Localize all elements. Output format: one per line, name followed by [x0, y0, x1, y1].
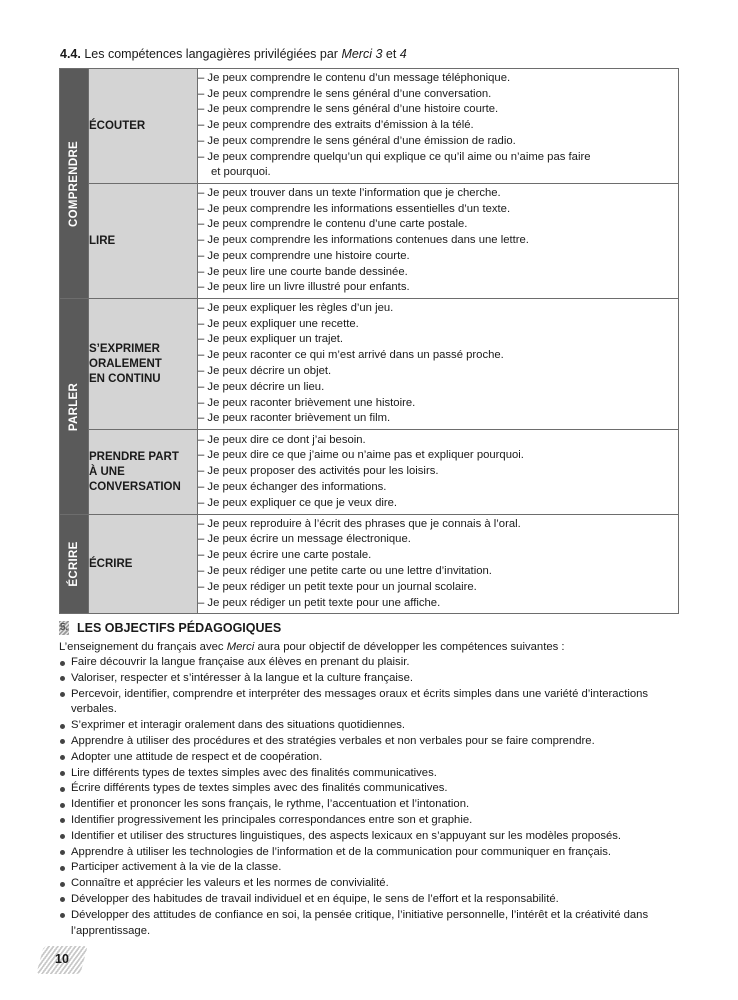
skill-label: ÉCOUTER — [89, 119, 146, 132]
skill-cell — [89, 184, 198, 299]
skill-cell — [89, 515, 198, 614]
section-number: 4.4. — [60, 47, 81, 61]
list-item: Apprendre à utiliser les technologies de l’information et de la communication pour communiquer en français. — [59, 845, 684, 861]
objectives-intro — [59, 639, 684, 655]
list-item: – Je peux expliquer un trajet. — [198, 333, 344, 346]
category-label: ÉCRIRE — [68, 541, 80, 587]
table-row — [60, 299, 679, 430]
objectives-title: LES OBJECTIFS PÉDAGOGIQUES — [77, 621, 282, 635]
section-title-book: Merci 3 — [341, 47, 383, 61]
skill-cell — [89, 299, 198, 430]
list-item: – Je peux raconter ce qui m’est arrivé dans un passé proche. — [198, 349, 504, 362]
skill-items — [198, 515, 679, 614]
list-item: Identifier et utiliser des structures linguistiques, des aspects lexicaux en s’appuyant sur les modèles proposés. — [59, 829, 684, 845]
list-item: – Je peux comprendre les informations essentielles d’un texte. — [198, 202, 511, 215]
list-item: – Je peux décrire un lieu. — [198, 380, 325, 393]
list-item: – Je peux comprendre quelqu’un qui explique ce qu’il aime ou n’aime pas faire — [198, 150, 591, 163]
objectives-section — [59, 619, 684, 939]
list-item: – Je peux lire un livre illustré pour enfants. — [198, 281, 410, 294]
section-title-conj: et — [382, 47, 400, 61]
intro-text: L’enseignement du français avec — [59, 641, 227, 653]
category-label: COMPRENDRE — [68, 140, 80, 227]
list-item: Développer des attitudes de confiance en soi, la pensée critique, l’initiative personnelle, l’intérêt et la créativité dans l’apprentissage. — [59, 908, 684, 940]
list-item: – Je peux raconter brièvement une histoire. — [198, 396, 416, 409]
list-item: Lire différents types de textes simples avec des finalités communicatives. — [59, 766, 684, 782]
category-cell — [60, 299, 89, 515]
list-item: – Je peux expliquer ce que je veux dire. — [198, 496, 398, 509]
table-row — [60, 515, 679, 614]
list-item: – Je peux comprendre des extraits d’émission à la télé. — [198, 119, 474, 132]
skill-label: S’EXPRIMER — [89, 342, 160, 355]
list-item: Faire découvrir la langue française aux élèves en prenant du plaisir. — [59, 655, 684, 671]
list-item: Percevoir, identifier, comprendre et interpréter des messages oraux et écrits simples dans une variété d’interactions verbales. — [59, 687, 684, 719]
list-item: – Je peux reproduire à l’écrit des phrases que je connais à l’oral. — [198, 517, 521, 530]
list-item: – Je peux écrire un message électronique. — [198, 533, 411, 546]
list-item: – Je peux comprendre le contenu d’une carte postale. — [198, 218, 468, 231]
list-item: – Je peux écrire une carte postale. — [198, 549, 372, 562]
page-number-text: 10 — [55, 952, 69, 966]
category-label: PARLER — [68, 382, 80, 431]
list-item: Connaître et apprécier les valeurs et les normes de convivialité. — [59, 876, 684, 892]
list-item: – Je peux comprendre les informations contenues dans une lettre. — [198, 234, 529, 247]
list-item: Valoriser, respecter et s’intéresser à la langue et la culture française. — [59, 671, 684, 687]
skill-label: EN CONTINU — [89, 372, 161, 385]
objectives-list — [59, 655, 684, 939]
list-item: – Je peux rédiger un petit texte pour une affiche. — [198, 596, 441, 609]
list-item: – Je peux lire une courte bande dessinée. — [198, 265, 408, 278]
list-item: – Je peux dire ce dont j’ai besoin. — [198, 433, 366, 446]
intro-text-end: aura pour objectif de développer les compétences suivantes : — [254, 641, 565, 653]
skill-items — [198, 299, 679, 430]
skill-label: CONVERSATION — [89, 480, 181, 493]
list-item: Adopter une attitude de respect et de coopération. — [59, 750, 684, 766]
skill-cell — [89, 430, 198, 515]
list-item: – Je peux comprendre le sens général d’une histoire courte. — [198, 103, 499, 116]
table-row — [60, 184, 679, 299]
list-item: – Je peux comprendre le sens général d’une émission de radio. — [198, 134, 516, 147]
list-item: Écrire différents types de textes simples avec des finalités communicatives. — [59, 781, 684, 797]
skill-label: ÉCRIRE — [89, 557, 133, 570]
skill-label: ORALEMENT — [89, 357, 162, 370]
list-item: Participer activement à la vie de la classe. — [59, 860, 684, 876]
section-title-text: Les compétences langagières privilégiées par — [84, 47, 342, 61]
table-row — [60, 430, 679, 515]
list-item: Développer des habitudes de travail individuel et en équipe, le sens de l’effort et la responsabilité. — [59, 892, 684, 908]
list-item: et pourquoi. — [211, 166, 271, 179]
skill-cell — [89, 69, 198, 184]
list-item: – Je peux trouver dans un texte l’information que je cherche. — [198, 186, 501, 199]
list-item: S’exprimer et interagir oralement dans des situations quotidiennes. — [59, 718, 684, 734]
category-cell — [60, 69, 89, 299]
table-row — [60, 69, 679, 184]
section-title-book-2: 4 — [399, 47, 407, 61]
list-item: – Je peux comprendre une histoire courte. — [198, 249, 410, 262]
list-item: – Je peux expliquer les règles d’un jeu. — [198, 301, 394, 314]
page-number — [40, 946, 84, 974]
list-item: – Je peux dire ce que j’aime ou n’aime pas et expliquer pourquoi. — [198, 449, 524, 462]
skill-items — [198, 69, 679, 184]
list-item: Identifier et prononcer les sons français, le rythme, l’accentuation et l’intonation. — [59, 797, 684, 813]
list-item: – Je peux échanger des informations. — [198, 480, 387, 493]
objectives-heading — [59, 619, 684, 637]
list-item: Identifier progressivement les principales correspondances entre son et graphie. — [59, 813, 684, 829]
competences-table — [59, 68, 679, 614]
section-number-badge: 5. — [59, 622, 69, 633]
list-item: – Je peux comprendre le sens général d’une conversation. — [198, 87, 492, 100]
list-item: – Je peux expliquer une recette. — [198, 317, 359, 330]
list-item: – Je peux proposer des activités pour les loisirs. — [198, 465, 439, 478]
skill-items — [198, 430, 679, 515]
list-item: Apprendre à utiliser des procédures et des stratégies verbales et non verbales pour se faire comprendre. — [59, 734, 684, 750]
skill-label: PRENDRE PART — [89, 450, 179, 463]
list-item: – Je peux comprendre le contenu d’un message téléphonique. — [198, 71, 511, 84]
skill-label: LIRE — [89, 234, 116, 247]
section-title — [60, 47, 407, 61]
intro-book: Merci — [226, 641, 255, 653]
list-item: – Je peux raconter brièvement un film. — [198, 412, 391, 425]
list-item: – Je peux décrire un objet. — [198, 365, 332, 377]
list-item: – Je peux rédiger un petit texte pour un journal scolaire. — [198, 580, 477, 593]
category-cell — [60, 515, 89, 614]
skill-items — [198, 184, 679, 299]
list-item: – Je peux rédiger une petite carte ou une lettre d’invitation. — [198, 565, 492, 577]
skill-label: À UNE — [89, 465, 125, 478]
